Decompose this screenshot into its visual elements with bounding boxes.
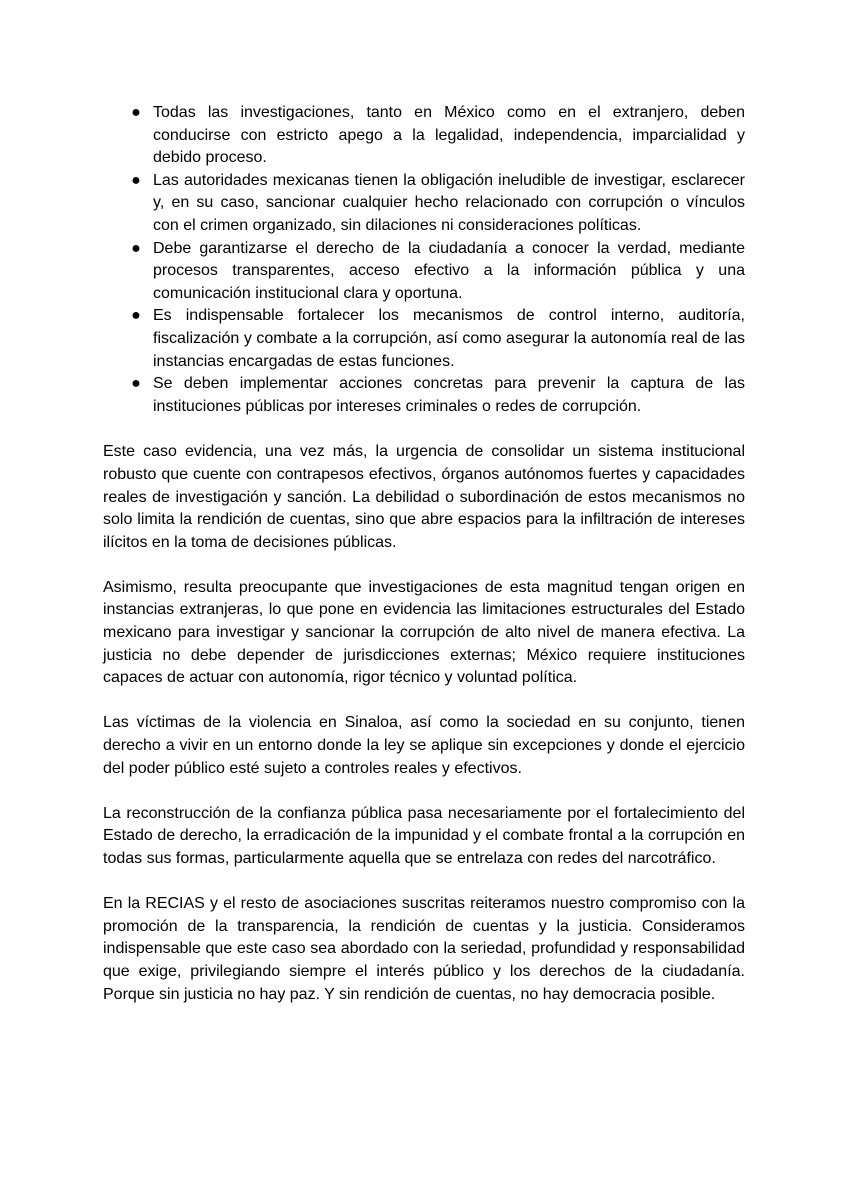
list-item-text: Las autoridades mexicanas tienen la obligación ineludible de investigar, esclarecer y, en su caso, sancionar cualquier hecho relacionado con corrupción o vínculos con el crimen organizado, sin dilaciones ni consideraciones políticas.: [153, 171, 745, 234]
bullet-icon: ●: [131, 375, 141, 393]
paragraph-public-trust: La reconstrucción de la confianza pública pasa necesariamente por el fortalecimiento del Estado de derecho, la erradicación de la impunidad y el combate frontal a la corrupción en todas sus formas, particularmente aquella que se entrelaza con redes del narcotráfico.: [103, 804, 745, 867]
bullet-icon: ●: [131, 171, 141, 189]
paragraph-victims-sinaloa: Las víctimas de la violencia en Sinaloa, así como la sociedad en su conjunto, tienen derecho a vivir en un entorno donde la ley se aplique sin excepciones y donde el ejercicio del poder público esté sujeto a controles reales y efectivos.: [103, 714, 745, 777]
list-item: [103, 170, 745, 238]
paragraph-recias-commitment: En la RECIAS y el resto de asociaciones suscritas reiteramos nuestro compromiso con la promoción de la transparencia, la rendición de cuentas y la justicia. Consideramos indispensable que este caso sea abordado con la seriedad, profundidad y responsabilidad que exige, privilegiando siempre el interés público y los derechos de la ciudadanía. Porque sin justicia no hay paz. Y sin rendición de cuentas, no hay democracia posible.: [103, 895, 745, 1003]
list-item: [103, 373, 745, 418]
bullet-icon: ●: [131, 307, 141, 325]
list-item: [103, 102, 745, 170]
list-item-text: Se deben implementar acciones concretas para prevenir la captura de las instituciones públicas por intereses criminales o redes de corrupción.: [153, 375, 745, 415]
list-item: [103, 238, 745, 306]
list-item: [103, 305, 745, 373]
bullet-icon: ●: [131, 104, 141, 121]
paragraph-institutional-system: Este caso evidencia, una vez más, la urgencia de consolidar un sistema institucional robusto que cuente con contrapesos efectivos, órganos autónomos fuertes y capacidades reales de investigación y sanción. La debilidad o subordinación de estos mecanismos no solo limita la rendición de cuentas, sino que abre espacios para la infiltración de intereses ilícitos en la toma de decisiones públicas.: [103, 443, 745, 551]
bullet-list: [103, 102, 745, 418]
paragraph-foreign-investigations: Asimismo, resulta preocupante que investigaciones de esta magnitud tengan origen en instancias extranjeras, lo que pone en evidencia las limitaciones estructurales del Estado mexicano para investigar y sancionar la corrupción de alto nivel de manera efectiva. La justicia no debe depender de jurisdicciones externas; México requiere instituciones capaces de actuar con autonomía, rigor técnico y voluntad política.: [103, 578, 745, 687]
document-page: [103, 102, 745, 1029]
list-item-text: Es indispensable fortalecer los mecanismos de control interno, auditoría, fiscalización y combate a la corrupción, así como asegurar la autonomía real de las instancias encargadas de estas funciones.: [153, 307, 745, 370]
bullet-icon: ●: [131, 239, 141, 257]
list-item-text: Debe garantizarse el derecho de la ciudadanía a conocer la verdad, mediante procesos transparentes, acceso efectivo a la información pública y una comunicación institucional clara y oportuna.: [153, 239, 745, 302]
list-item-text: Todas las investigaciones, tanto en México como en el extranjero, deben conducirse con estricto apego a la legalidad, independencia, imparcialidad y debido proceso.: [153, 104, 745, 167]
